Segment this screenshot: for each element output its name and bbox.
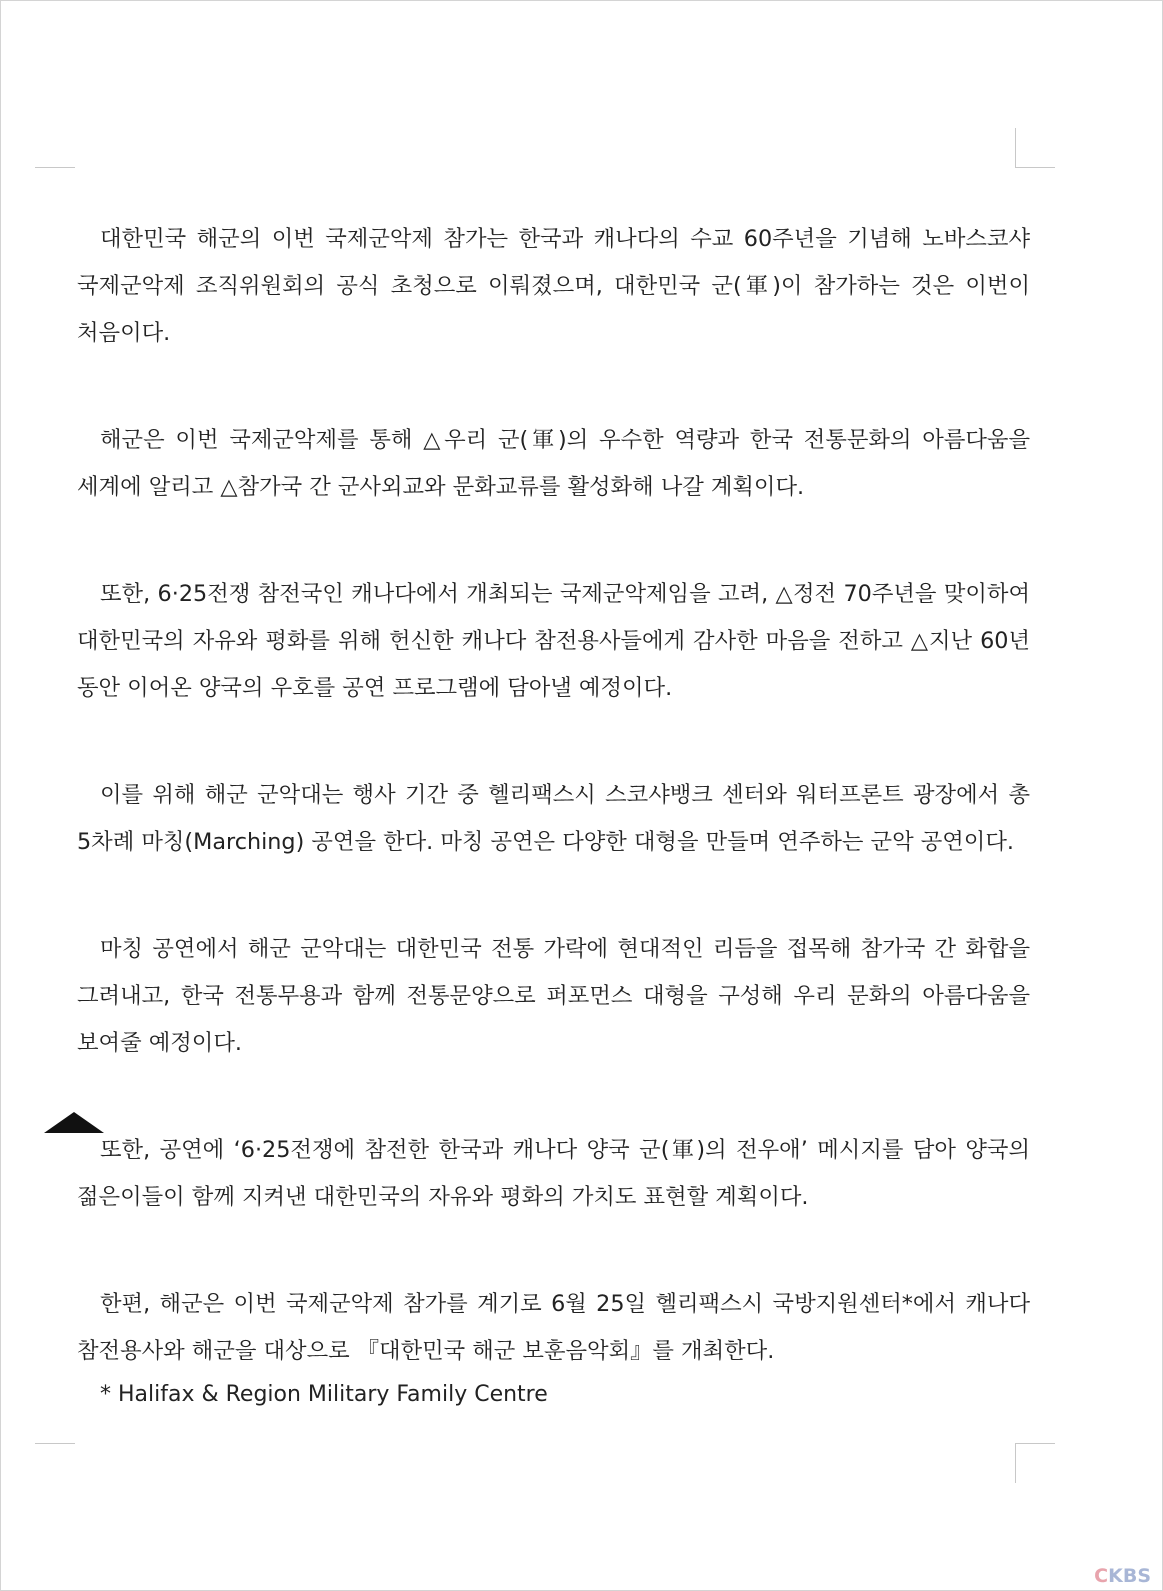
paragraph-3: 또한, 6·25전쟁 참전국인 캐나다에서 개최되는 국제군악제임을 고려, △정전 70주년을 맞이하여 대한민국의 자유와 평화를 위해 헌신한 캐나다 참전용사들에게 감사한 마음을 전하고 △지난 60년 동안 이어온 양국의 우호를 공연 프로그램에 담아낼 예정이다.	[77, 581, 1030, 701]
footnote: * Halifax & Region Military Family Centre	[100, 1382, 548, 1407]
crop-mark-top-right-h	[1015, 167, 1055, 168]
logo-c: C	[1094, 1565, 1109, 1587]
crop-mark-top-right-v	[1015, 128, 1016, 168]
paragraph-1: 대한민국 해군의 이번 국제군악제 참가는 한국과 캐나다의 수교 60주년을 기념해 노바스코샤 국제군악제 조직위원회의 공식 초청으로 이뤄졌으며, 대한민국 군(軍)이 참가하는 것은 이번이 처음이다.	[77, 226, 1030, 346]
paragraph-5: 마칭 공연에서 해군 군악대는 대한민국 전통 가락에 현대적인 리듬을 접목해 참가국 간 화합을 그려내고, 한국 전통무용과 함께 전통문양으로 퍼포먼스 대형을 구성해 우리 문화의 아름다움을 보여줄 예정이다.	[77, 936, 1030, 1056]
document-body	[77, 216, 1030, 1415]
paragraph-7: 한편, 해군은 이번 국제군악제 참가를 계기로 6월 25일 헬리팩스시 국방지원센터*에서 캐나다 참전용사와 해군을 대상으로 『대한민국 해군 보훈음악회』를 개최한다.	[77, 1291, 1030, 1364]
crop-mark-top-left-h	[35, 167, 75, 168]
paragraph-4: 이를 위해 해군 군악대는 행사 기간 중 헬리팩스시 스코샤뱅크 센터와 워터프론트 광장에서 총 5차례 마칭(Marching) 공연을 한다. 마칭 공연은 다양한 대형을 만들며 연주하는 군악 공연이다.	[77, 782, 1030, 855]
paragraph-2: 해군은 이번 국제군악제를 통해 △우리 군(軍)의 우수한 역량과 한국 전통문화의 아름다움을 세계에 알리고 △참가국 간 군사외교와 문화교류를 활성화해 나갈 계획이다.	[77, 427, 1030, 500]
kbs-logo	[1094, 1565, 1151, 1587]
crop-mark-bottom-right-h	[1015, 1443, 1055, 1444]
logo-kbs: KBS	[1108, 1565, 1151, 1587]
paragraph-6: 또한, 공연에 ‘6·25전쟁에 참전한 한국과 캐나다 양국 군(軍)의 전우애’ 메시지를 담아 양국의 젊은이들이 함께 지켜낸 대한민국의 자유와 평화의 가치도 표현할 계획이다.	[77, 1137, 1030, 1210]
crop-mark-bottom-right-v	[1015, 1443, 1016, 1483]
crop-mark-bottom-left-h	[35, 1443, 75, 1444]
